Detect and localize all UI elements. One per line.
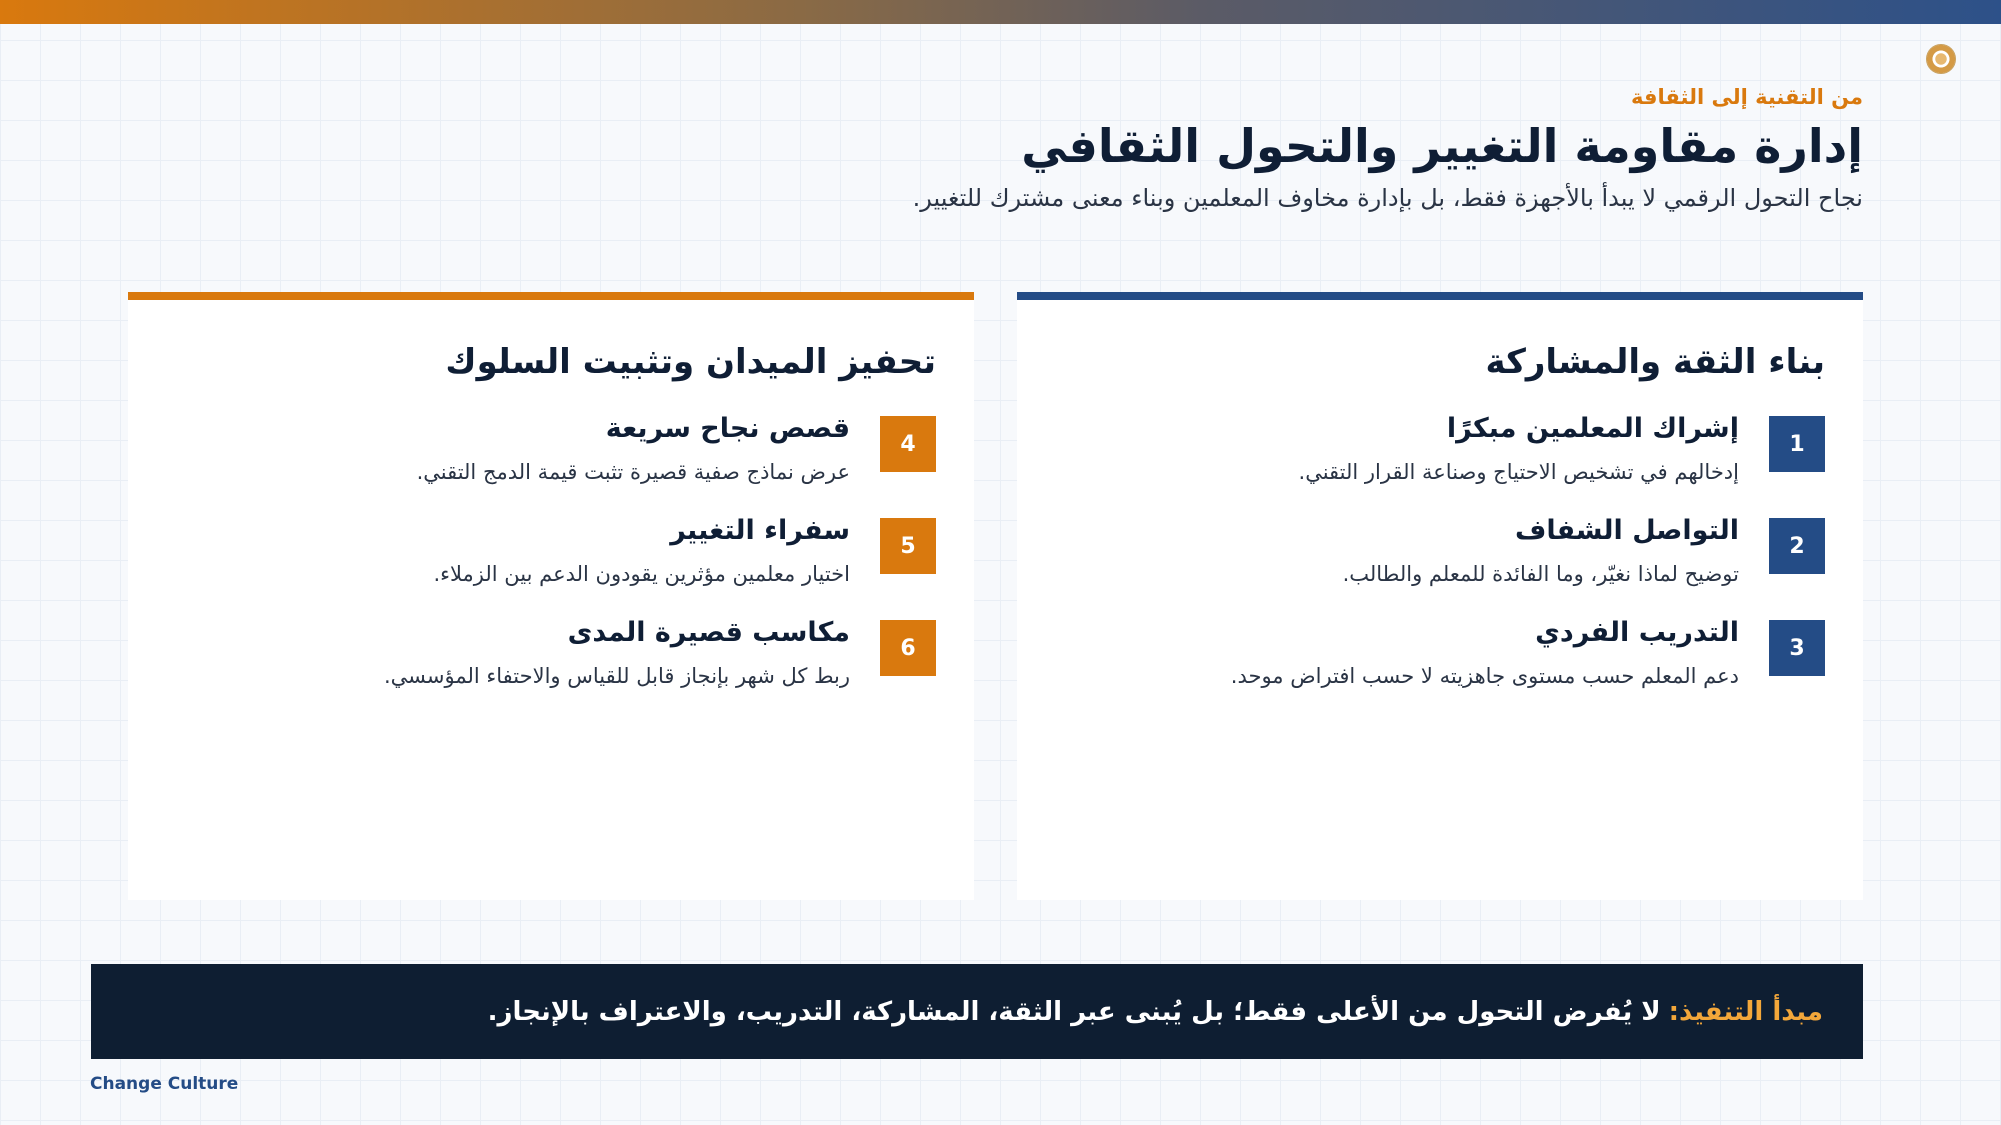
panel-title: تحفيز الميدان وتثبيت السلوك: [445, 342, 936, 382]
emblem-icon: [1926, 44, 1956, 74]
step-number-badge: 1: [1769, 416, 1825, 472]
page-subtitle: نجاح التحول الرقمي لا يبدأ بالأجهزة فقط، بل بإدارة مخاوف المعلمين وبناء معنى مشترك للتغيير.: [912, 184, 1863, 213]
item-title: قصص نجاح سريعة: [605, 413, 850, 444]
item-description: اختيار معلمين مؤثرين يقودون الدعم بين الزملاء.: [433, 562, 850, 586]
slide-header: [363, 80, 1863, 212]
item-description: إدخالهم في تشخيص الاحتياج وصناعة القرار التقني.: [1298, 460, 1739, 484]
list-item: [1045, 617, 1825, 720]
principle-banner: [91, 964, 1863, 1059]
item-title: مكاسب قصيرة المدى: [567, 617, 850, 648]
step-number-badge: 4: [880, 416, 936, 472]
item-title: سفراء التغيير: [670, 515, 850, 546]
item-description: ربط كل شهر بإنجاز قابل للقياس والاحتفاء المؤسسي.: [383, 664, 850, 688]
banner-text: لا يُفرض التحول من الأعلى فقط؛ بل يُبنى عبر الثقة، المشاركة، التدريب، والاعتراف بالإنجاز.: [487, 996, 1661, 1027]
item-title: التواصل الشفاف: [1515, 515, 1739, 546]
list-item: [1045, 515, 1825, 618]
list-item: [156, 413, 936, 516]
step-number-badge: 2: [1769, 518, 1825, 574]
page-title: إدارة مقاومة التغيير والتحول الثقافي: [1021, 119, 1863, 173]
step-number-badge: 5: [880, 518, 936, 574]
item-title: إشراك المعلمين مبكرًا: [1446, 413, 1739, 444]
list-item: [1045, 413, 1825, 516]
top-accent-bar: [0, 0, 2001, 24]
item-title: التدريب الفردي: [1535, 617, 1739, 648]
step-number-badge: 6: [880, 620, 936, 676]
panel-motivation: [128, 292, 974, 900]
item-description: توضيح لماذا نغيّر، وما الفائدة للمعلم والطالب.: [1342, 562, 1739, 586]
kicker: من التقنية إلى الثقافة: [1631, 85, 1863, 109]
list-item: [156, 515, 936, 618]
banner-label: مبدأ التنفيذ:: [1668, 996, 1823, 1027]
item-description: عرض نماذج صفية قصيرة تثبت قيمة الدمج التقني.: [416, 460, 850, 484]
list-item: [156, 617, 936, 720]
panel-trust: [1017, 292, 1863, 900]
step-number-badge: 3: [1769, 620, 1825, 676]
item-description: دعم المعلم حسب مستوى جاهزيته لا حسب افتراض موحد.: [1230, 664, 1739, 688]
footer-label: Change Culture: [90, 1074, 239, 1094]
panel-title: بناء الثقة والمشاركة: [1485, 342, 1825, 382]
